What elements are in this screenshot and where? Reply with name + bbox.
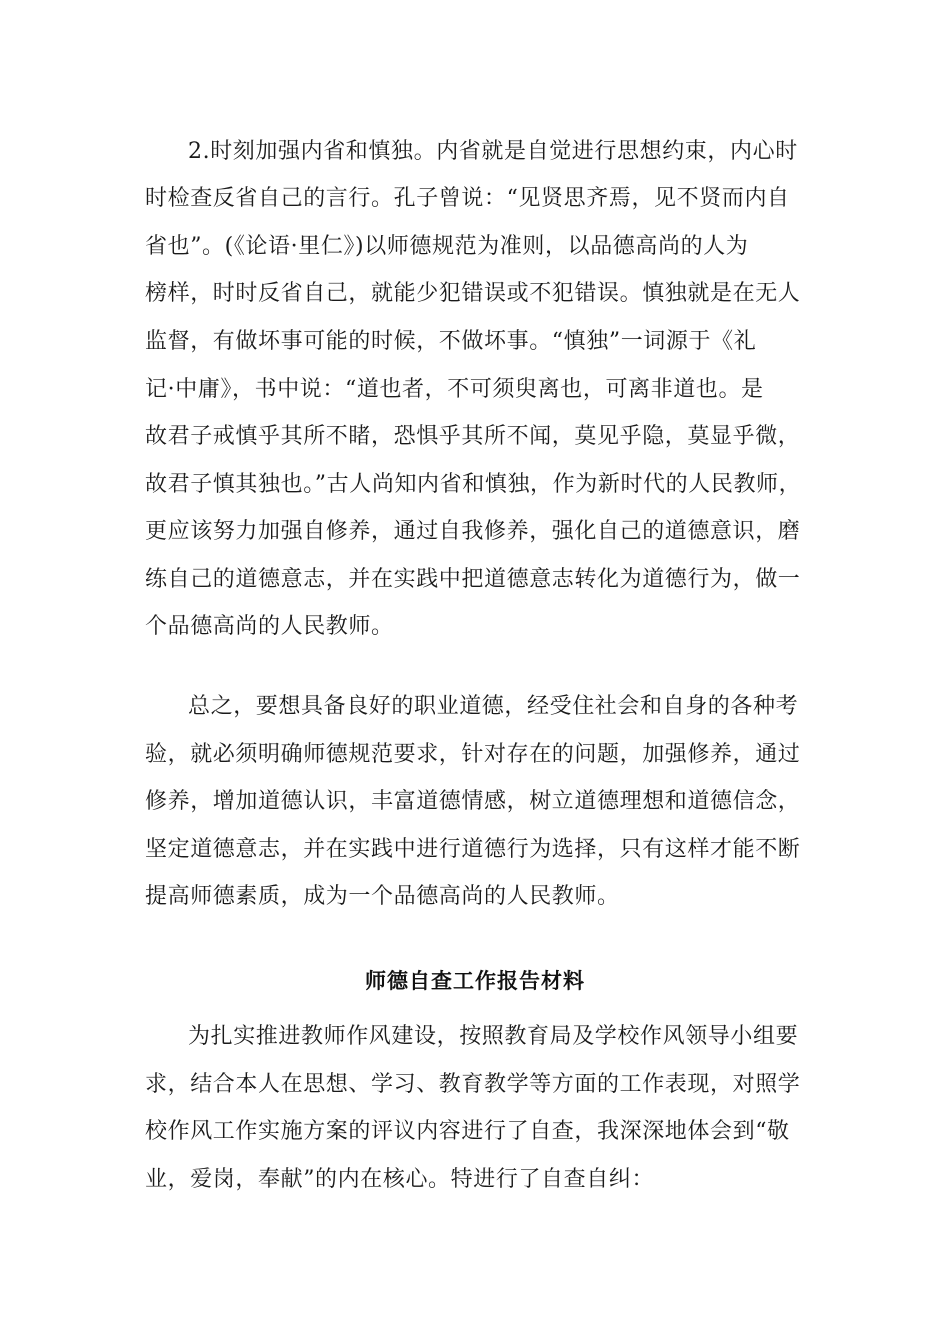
paragraph-2-line-3: 修养，增加道德认识，丰富道德情感，树立道德理想和道德信念， — [145, 789, 801, 814]
report-paragraph-line-1: 为扎实推进教师作风建设，按照教育局及学校作风领导小组要 — [188, 1024, 799, 1049]
paragraph-1-line-9: 更应该努力加强自修养，通过自我修养，强化自己的道德意识，磨 — [145, 519, 801, 544]
paragraph-1-line-4: 榜样，时时反省自己，就能少犯错误或不犯错误。慎独就是在无人 — [145, 281, 801, 306]
paragraph-1-line-11: 个品德高尚的人民教师。 — [145, 614, 394, 639]
paragraph-1-line-10: 练自己的道德意志，并在实践中把道德意志转化为道德行为，做一 — [145, 567, 801, 592]
paragraph-2-line-5: 提高师德素质，成为一个品德高尚的人民教师。 — [145, 884, 620, 909]
paragraph-1-line-1: 2.时刻加强内省和慎独。内省就是自觉进行思想约束，内心时 — [188, 139, 798, 164]
paragraph-1-line-5: 监督，有做坏事可能的时候，不做坏事。“慎独”一词源于《礼 — [145, 329, 757, 354]
report-heading: 师德自查工作报告材料 — [365, 969, 585, 993]
paragraph-2-line-4: 坚定道德意志，并在实践中进行道德行为选择，只有这样才能不断 — [145, 837, 801, 862]
paragraph-1-line-8: 故君子慎其独也。”古人尚知内省和慎独，作为新时代的人民教师， — [145, 472, 802, 497]
paragraph-1-line-3: 省也”。(《论语·里仁》)以师德规范为准则，以品德高尚的人为 — [145, 234, 749, 259]
paragraph-1-line-2: 时检查反省自己的言行。孔子曾说：“见贤思齐焉，见不贤而内自 — [145, 186, 790, 211]
report-paragraph-line-2: 求，结合本人在思想、学习、教育教学等方面的工作表现，对照学 — [145, 1072, 801, 1097]
paragraph-2-line-2: 验，就必须明确师德规范要求，针对存在的问题，加强修养，通过 — [145, 742, 801, 767]
paragraph-1-line-6: 记·中庸》，书中说：“道也者，不可须臾离也，可离非道也。是 — [145, 377, 764, 402]
report-paragraph-line-4: 业，爱岗，奉献”的内在核心。特进行了自查自纠： — [145, 1167, 655, 1192]
paragraph-1-line-7: 故君子戒慎乎其所不睹，恐惧乎其所不闻，莫见乎隐，莫显乎微， — [145, 424, 801, 449]
report-paragraph-line-3: 校作风工作实施方案的评议内容进行了自查，我深深地体会到“敬 — [145, 1119, 790, 1144]
paragraph-2-line-1: 总之，要想具备良好的职业道德，经受住社会和自身的各种考 — [188, 694, 799, 719]
